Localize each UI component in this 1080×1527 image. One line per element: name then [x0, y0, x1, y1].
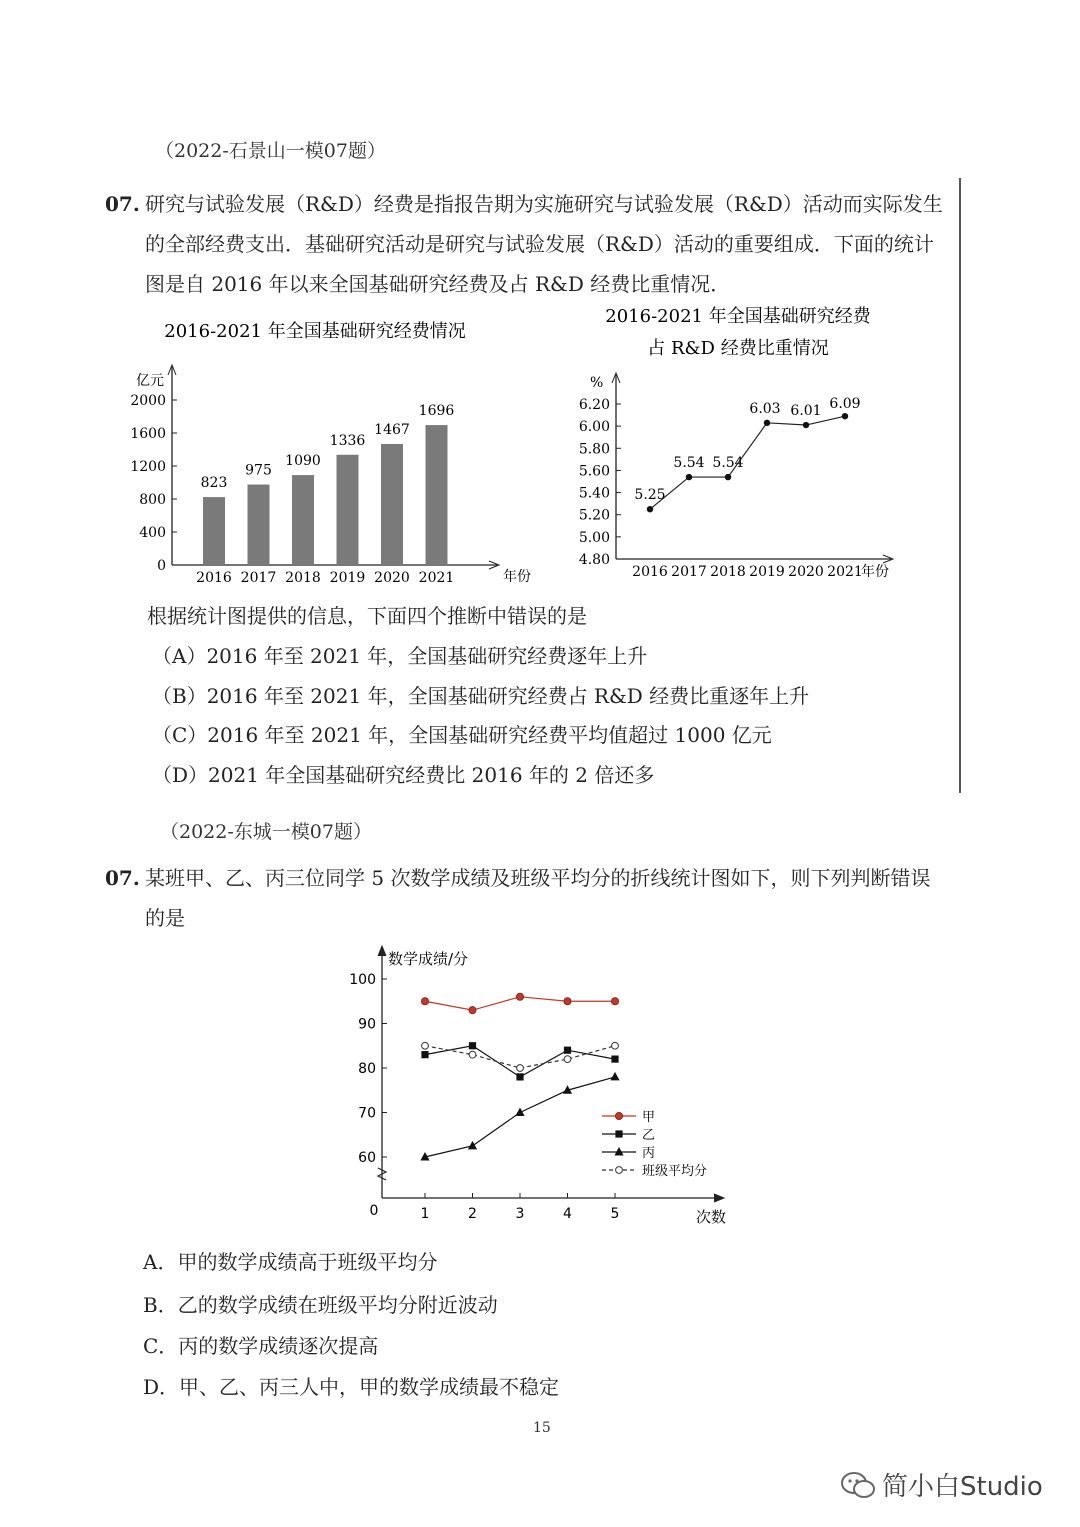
grade-chart-ylabel: 数学成绩/分: [388, 950, 469, 968]
data-point: [611, 1056, 618, 1063]
data-label: 5.54: [673, 455, 705, 472]
data-point: [686, 474, 692, 480]
data-point: [612, 1042, 619, 1049]
x-tick-label: 2021: [827, 564, 863, 580]
grade-line-chart: [340, 940, 760, 1230]
y-tick-label: 800: [139, 492, 166, 508]
x-tick-label: 2016: [196, 570, 232, 586]
x-axis-arrow: [714, 1194, 724, 1202]
bar-value-label: 823: [200, 475, 228, 492]
axis-break: [378, 1168, 386, 1180]
y-tick-label: 5.20: [578, 507, 610, 524]
y-tick-label: 0: [157, 558, 166, 574]
grade-chart-xlabel: 次数: [696, 1208, 727, 1226]
x-tick-label: 2017: [671, 564, 707, 580]
q2-text: [145, 858, 985, 938]
q2-option-c: C．丙的数学成绩逐次提高: [143, 1334, 379, 1358]
data-point: [564, 1047, 571, 1054]
data-label: 6.01: [790, 403, 822, 420]
q1-source: （2022-石景山一模07题）: [155, 140, 386, 162]
data-point: [610, 1072, 619, 1081]
q1-text-line: 的全部经费支出．基础研究活动是研究与试验发展（R&D）活动的重要组成．下面的统计: [145, 232, 934, 256]
data-label: 6.09: [829, 396, 861, 413]
ratio-chart-title-line1: 2016-2021 年全国基础研究经费: [605, 306, 871, 327]
y-axis-label: 亿元: [136, 373, 164, 389]
q1-prompt: 根据统计图提供的信息，下面四个推断中错误的是: [147, 604, 587, 628]
y-tick-label: 2000: [130, 393, 166, 409]
legend-label: 班级平均分: [642, 1164, 708, 1179]
x-axis-label: 年份: [503, 569, 531, 585]
y-tick-label: 5.40: [578, 485, 610, 502]
y-tick-label: 4.80: [578, 552, 610, 568]
x-tick-label: 2021: [418, 570, 455, 586]
y-tick-label: 100: [349, 972, 376, 988]
x-tick-label: 5: [610, 1206, 620, 1222]
q1-option-c: （C）2016 年至 2021 年，全国基础研究经费平均值超过 1000 亿元: [152, 723, 772, 747]
data-point: [421, 1051, 428, 1058]
data-point: [615, 1130, 622, 1137]
x-tick-label: 2019: [329, 570, 366, 586]
bar-value-label: 1696: [418, 403, 455, 420]
ratio-line-chart: [570, 295, 920, 595]
bar: [337, 455, 359, 565]
x-tick-label: 2: [468, 1206, 477, 1222]
legend-label: 丙: [642, 1146, 656, 1161]
watermark: [840, 1466, 1043, 1503]
data-point: [469, 1007, 476, 1014]
data-label: 5.25: [634, 487, 666, 504]
y-tick-label: 400: [139, 525, 166, 541]
y-tick-label: 90: [358, 1016, 376, 1033]
x-tick-label: 3: [515, 1206, 525, 1222]
x-tick-label: 2020: [374, 570, 410, 586]
bar-chart-title: 2016-2021 年全国基础研究经费情况: [164, 321, 466, 342]
data-point: [616, 1167, 623, 1174]
y-tick-label: 5.00: [578, 529, 610, 546]
x-tick-label: 2018: [710, 564, 746, 580]
bar-value-label: 975: [245, 462, 272, 479]
ratio-chart-title-line2: 占 R&D 经费比重情况: [647, 338, 829, 359]
q2-text-line: 的是: [145, 906, 185, 930]
data-point: [564, 1056, 571, 1063]
data-point: [615, 1112, 622, 1119]
page-number: 15: [533, 1420, 551, 1436]
data-point: [516, 993, 523, 1000]
bar: [426, 425, 448, 565]
legend-label: 乙: [642, 1128, 656, 1143]
data-point: [422, 1042, 429, 1049]
data-point: [764, 420, 770, 426]
bar-value-label: 1467: [374, 421, 410, 438]
wechat-icon: [840, 1470, 876, 1500]
q1-option-a: （A）2016 年至 2021 年，全国基础研究经费逐年上升: [152, 644, 648, 668]
data-point: [842, 413, 848, 419]
y-axis-label: %: [590, 375, 604, 391]
data-point: [611, 998, 618, 1005]
data-point: [469, 1042, 476, 1049]
q2-source: （2022-东城一模07题）: [160, 821, 372, 843]
q1-text: [145, 184, 955, 304]
bar: [248, 485, 270, 565]
watermark-text: 简小白Studio: [882, 1472, 1043, 1502]
x-tick-label: 4: [563, 1206, 572, 1222]
x-axis-label: 年份: [861, 564, 889, 580]
bar: [381, 444, 403, 565]
series-line: [425, 1077, 615, 1157]
y-tick-label: 6.20: [578, 397, 610, 413]
q2-option-b: B．乙的数学成绩在班级平均分附近波动: [143, 1293, 498, 1317]
grade-chart-origin: 0: [369, 1203, 379, 1219]
x-tick-label: 2019: [749, 564, 785, 580]
q1-text-line: 研究与试验发展（R&D）经费是指报告期为实施研究与试验发展（R&D）活动而实际发生: [145, 192, 943, 216]
x-tick-label: 2017: [240, 570, 277, 586]
x-tick-label: 2016: [632, 564, 668, 580]
x-tick-label: 2018: [285, 570, 321, 586]
bar: [203, 497, 225, 565]
y-tick-label: 5.60: [578, 463, 610, 480]
legend-label: 甲: [642, 1110, 656, 1125]
bar: [292, 475, 314, 565]
q1-option-d: （D）2021 年全国基础研究经费比 2016 年的 2 倍还多: [152, 763, 655, 787]
q1-number: 07.: [105, 192, 140, 216]
q2-option-a: A．甲的数学成绩高于班级平均分: [143, 1250, 438, 1274]
data-point: [564, 998, 571, 1005]
q2-text-line: 某班甲、乙、丙三位同学 5 次数学成绩及班级平均分的折线统计图如下，则下列判断错误: [145, 866, 931, 890]
data-point: [614, 1147, 623, 1156]
data-point: [725, 474, 731, 480]
data-point: [421, 998, 428, 1005]
data-point: [517, 1065, 524, 1072]
data-label: 5.54: [712, 455, 744, 472]
q1-option-b: （B）2016 年至 2021 年，全国基础研究经费占 R&D 经费比重逐年上升: [152, 684, 810, 708]
data-point: [468, 1141, 477, 1150]
y-axis-arrow: [378, 946, 386, 956]
data-point: [516, 1073, 523, 1080]
data-point: [469, 1051, 476, 1058]
y-tick-label: 80: [358, 1061, 376, 1077]
margin-divider: [959, 178, 961, 793]
y-tick-label: 1200: [130, 459, 166, 475]
q2-number: 07.: [105, 866, 140, 890]
y-tick-label: 1600: [130, 426, 166, 442]
data-label: 6.03: [749, 400, 781, 417]
y-tick-label: 70: [358, 1105, 376, 1122]
data-point: [515, 1108, 524, 1117]
x-tick-label: 1: [420, 1206, 430, 1222]
y-tick-label: 5.80: [578, 441, 610, 458]
q2-option-d: D．甲、乙、丙三人中，甲的数学成绩最不稳定: [143, 1375, 560, 1399]
data-point: [803, 422, 809, 428]
bar-value-label: 1090: [285, 453, 321, 470]
y-tick-label: 60: [358, 1150, 376, 1166]
bar-chart: [120, 305, 531, 595]
bar-value-label: 1336: [329, 432, 366, 449]
series-line: [425, 1046, 615, 1077]
y-tick-label: 6.00: [578, 419, 610, 436]
x-tick-label: 2020: [788, 564, 824, 580]
q1-text-line: 图是自 2016 年以来全国基础研究经费及占 R&D 经费比重情况．: [145, 272, 731, 296]
data-point: [647, 506, 653, 512]
